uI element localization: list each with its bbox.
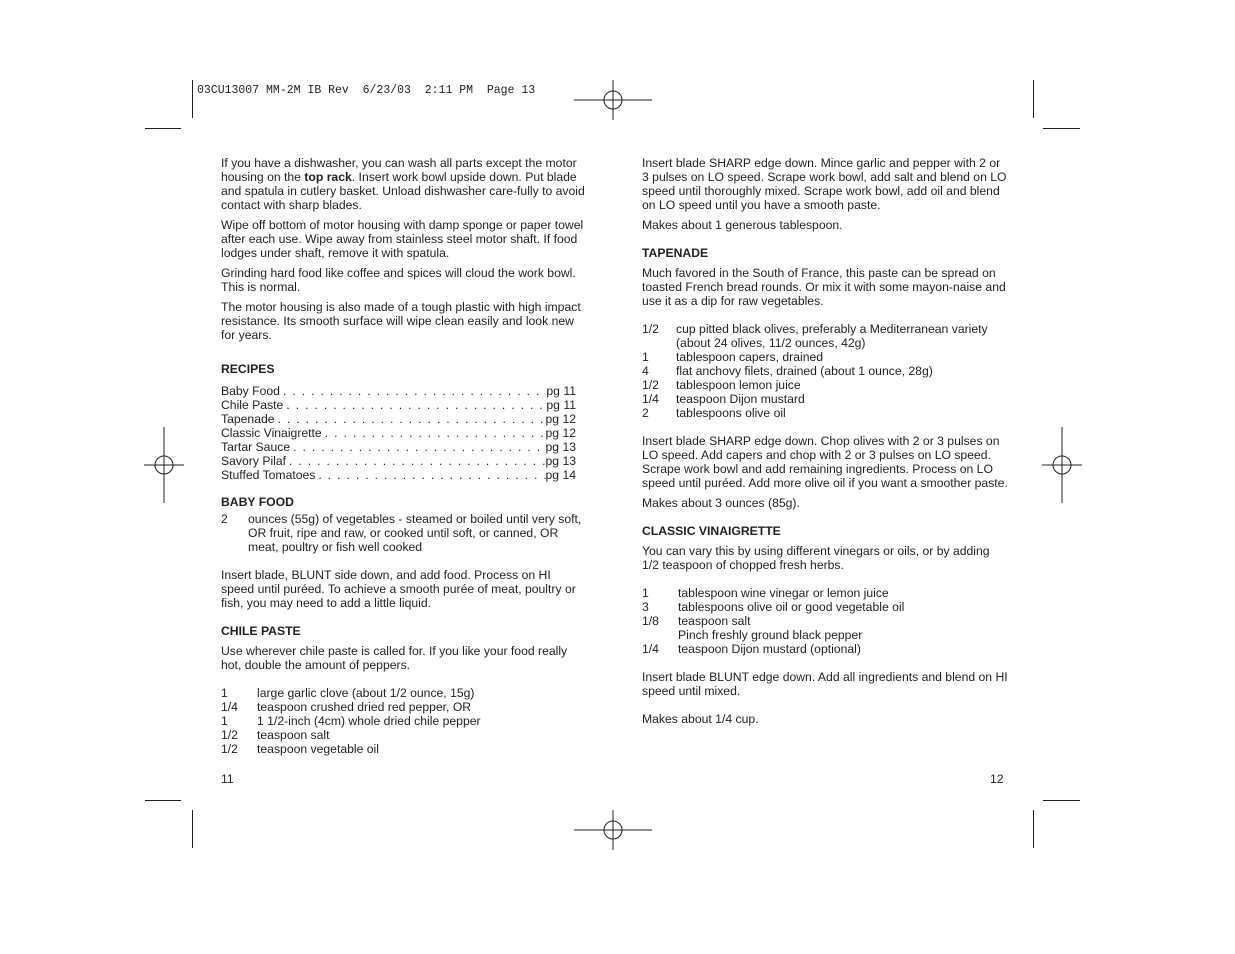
toc-row: Classic Vinaigrette . . . pg 12	[221, 426, 576, 440]
chile-paste-heading: CHILE PASTE	[221, 624, 301, 638]
toc-row: Stuffed Tomatoes . . . pg 14	[221, 468, 576, 482]
print-slug: 03CU13007 MM-2M IB Rev 6/23/03 2:11 PM Page 13	[197, 84, 536, 97]
vinaigrette-instructions: Insert blade BLUNT edge down. Add all ingredients and blend on HI speed until mixed.	[642, 670, 1008, 698]
baby-food-instructions: Insert blade, BLUNT side down, and add food. Process on HI speed until puréed. To achieve a smooth purée of meat, poultry or fish, you may need to add a little liquid.	[221, 568, 576, 610]
care-paragraph-4: The motor housing is also made of a tough plastic with high impact resistance. Its smooth surface will wipe clean easily and look new for years.	[221, 300, 581, 342]
registration-mark-bottom	[574, 810, 652, 850]
ingredient-row: 1/8 teaspoon salt	[642, 614, 751, 628]
ingredient-row: 2 ounces (55g) of vegetables - steamed or boiled until very soft, OR fruit, ripe and raw, or cooked until soft, or canned, OR meat, poultry or fish well cooked	[221, 512, 582, 554]
tapenade-ingredients	[642, 322, 1008, 420]
crop-mark-tr-v	[1033, 80, 1034, 118]
ingredient-row: 3 tablespoons olive oil or good vegetable oil	[642, 600, 905, 614]
recipe-index	[221, 384, 587, 482]
chile-ingredients	[221, 686, 587, 756]
ingredient-row: 1/2 cup pitted black olives, preferably a Mediterranean variety (about 24 olives, 11/2 ounces, 42g)	[642, 322, 988, 350]
vinaigrette-intro: You can vary this by using different vinegars or oils, or by adding 1/2 teaspoon of chopped fresh herbs.	[642, 544, 990, 572]
crop-mark-bl-v	[192, 810, 193, 848]
care-paragraph-1: If you have a dishwasher, you can wash all parts except the motor housing on the top rack. Insert work bowl upside down. Put blade and spatula in cutlery basket. Unload dishwasher care-fully to avoid contact with sharp blades.	[221, 156, 585, 212]
crop-mark-bl-h	[145, 800, 181, 801]
left-column	[221, 156, 587, 756]
registration-mark-right	[1042, 427, 1082, 503]
ingredient-row: 1/4 teaspoon Dijon mustard	[642, 392, 805, 406]
tapenade-yield: Makes about 3 ounces (85g).	[642, 496, 800, 510]
page-number-right: 12	[990, 772, 1004, 786]
vinaigrette-heading: CLASSIC VINAIGRETTE	[642, 524, 781, 538]
chile-paste-instructions: Insert blade SHARP edge down. Mince garlic and pepper with 2 or 3 pulses on LO speed. Scrape work bowl, add salt and blend on LO speed until thoroughly mixed. Scrape work bowl, add oil and blend on LO speed until you have a smooth paste.	[642, 156, 1007, 212]
tapenade-instructions: Insert blade SHARP edge down. Chop olives with 2 or 3 pulses on LO speed. Add capers and chop with 2 or 3 pulses on LO speed. Scrape work bowl and add remaining ingredients. Process on LO speed until puréed. Add more olive oil if you want a smoother paste.	[642, 434, 1008, 490]
registration-mark-left	[144, 427, 184, 503]
ingredient-row: 1 tablespoon capers, drained	[642, 350, 824, 364]
tapenade-heading: TAPENADE	[642, 246, 709, 260]
ingredient-row: 2 tablespoons olive oil	[642, 406, 786, 420]
ingredient-row: 1 large garlic clove (about 1/2 ounce, 15g)	[221, 686, 475, 700]
tapenade-intro: Much favored in the South of France, this paste can be spread on toasted French bread rounds. Or mix it with some mayon-naise and use it as a dip for raw vegetables.	[642, 266, 1006, 308]
toc-row: Savory Pilaf . . . pg 13	[221, 454, 576, 468]
page-number-left: 11	[221, 772, 234, 786]
toc-row: Baby Food . . . pg 11	[221, 384, 576, 398]
ingredient-row: 4 flat anchovy filets, drained (about 1 ounce, 28g)	[642, 364, 933, 378]
ingredient-row: 1/4 teaspoon Dijon mustard (optional)	[642, 642, 861, 656]
ingredient-row: Pinch freshly ground black pepper	[678, 628, 863, 642]
crop-mark-tr-h	[1043, 128, 1080, 129]
ingredient-row: 1/2 teaspoon salt	[221, 728, 330, 742]
right-column	[642, 156, 1008, 732]
ingredient-row: 1 tablespoon wine vinegar or lemon juice	[642, 586, 889, 600]
crop-mark-br-v	[1033, 810, 1034, 848]
toc-row: Chile Paste . . . pg 11	[221, 398, 576, 412]
crop-mark-br-h	[1043, 800, 1080, 801]
care-paragraph-2: Wipe off bottom of motor housing with damp sponge or paper towel after each use. Wipe away from stainless steel motor shaft. If food lodges under shaft, remove it with spatula.	[221, 218, 584, 260]
chile-paste-intro: Use wherever chile paste is called for. If you like your food really hot, double the amount of peppers.	[221, 644, 568, 672]
ingredient-row: 1/4 teaspoon crushed dried red pepper, OR	[221, 700, 472, 714]
ingredient-row: 1/2 tablespoon lemon juice	[642, 378, 801, 392]
toc-row: Tapenade . . . pg 12	[221, 412, 576, 426]
chile-paste-yield: Makes about 1 generous tablespoon.	[642, 218, 843, 232]
registration-mark-top	[574, 80, 652, 120]
crop-mark-tl-h	[145, 128, 181, 129]
vinaigrette-ingredients	[642, 586, 1008, 656]
baby-food-heading: BABY FOOD	[221, 495, 294, 509]
toc-row: Tartar Sauce . . . pg 13	[221, 440, 576, 454]
care-paragraph-3: Grinding hard food like coffee and spices will cloud the work bowl. This is normal.	[221, 266, 576, 294]
crop-mark-tl-v	[192, 80, 193, 118]
vinaigrette-yield: Makes about 1/4 cup.	[642, 712, 759, 726]
ingredient-row: 1/2 teaspoon vegetable oil	[221, 742, 379, 756]
recipes-heading: RECIPES	[221, 362, 275, 376]
ingredient-row: 1 1 1/2-inch (4cm) whole dried chile pepper	[221, 714, 481, 728]
